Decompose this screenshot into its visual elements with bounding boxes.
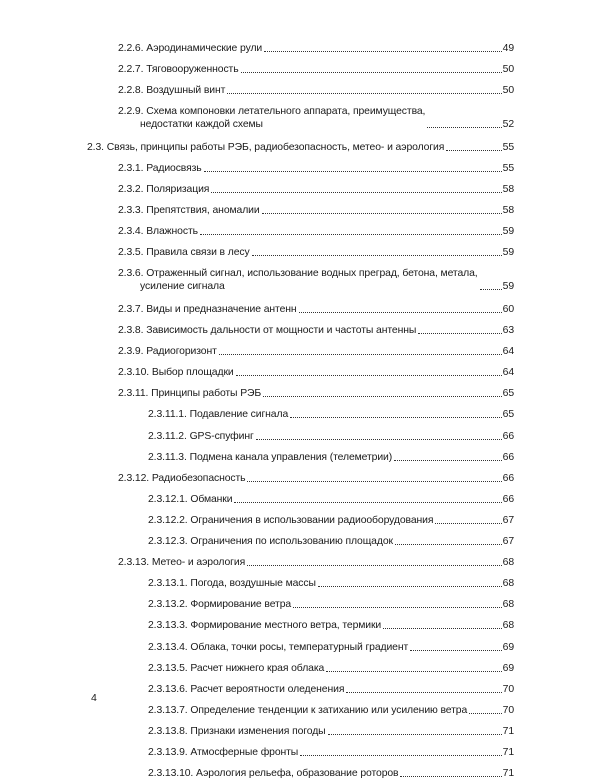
toc-entry-title-line: [118, 42, 262, 55]
toc-entry-title: [118, 303, 297, 316]
toc-entry-page: 50: [502, 85, 514, 97]
toc-entry-text: Расчет вероятности оледенения: [190, 683, 345, 695]
toc-entry-title-line: [148, 598, 291, 611]
toc-entry-number: 2.3.11.2.: [148, 430, 187, 442]
toc-entry-title-line: [118, 345, 217, 358]
toc-entry-text: Аэрология рельефа, образование роторов: [196, 768, 399, 780]
toc-entry-page: 67: [502, 536, 514, 547]
toc-entry-title-line: [148, 704, 467, 717]
toc-entry-title: [118, 556, 245, 569]
toc-entry-page: 59: [502, 281, 514, 293]
toc-entry-page: 59: [502, 226, 514, 238]
dot-leader: [263, 396, 502, 397]
dot-leader: [480, 289, 502, 290]
toc-entry-page: 71: [502, 725, 514, 737]
dot-leader: [435, 523, 501, 524]
toc-entry-number: 2.3.13.7.: [148, 704, 188, 716]
toc-entry-page: 50: [502, 64, 514, 76]
toc-entry-text: Поляризация: [146, 184, 210, 195]
toc-entry-title: [118, 246, 250, 259]
toc-entry-number: 2.3.8.: [118, 325, 144, 336]
toc-entry-text: Радиобезопасность: [151, 472, 246, 484]
toc-entry-title: [148, 767, 398, 780]
toc-entry[interactable]: [118, 84, 514, 97]
toc-entry-title: [148, 746, 298, 759]
toc-entry[interactable]: [148, 451, 514, 464]
toc-entry[interactable]: [148, 577, 514, 590]
toc-entry-title: [148, 683, 344, 696]
toc-entry-title: [148, 493, 232, 506]
toc-entry-text: Подмена канала управления (телеметрии): [189, 451, 393, 463]
toc-entry-page: 68: [502, 599, 514, 611]
toc-entry-number: 2.3.7.: [118, 303, 144, 315]
toc-entry-page: 68: [502, 557, 514, 569]
toc-entry-title: [148, 451, 392, 464]
toc-entry-number: 2.3.11.3.: [148, 451, 187, 463]
dot-leader: [318, 586, 502, 587]
toc-entry[interactable]: [118, 42, 514, 55]
toc-entry-number: 2.3.1.: [118, 162, 144, 174]
toc-entry-title-line: [148, 493, 232, 506]
toc-entry-text: Схема компоновки летательного аппарата, преимущества,: [146, 106, 426, 118]
toc-entry-text: Радиогоризонт: [146, 346, 217, 358]
toc-entry-title: [118, 105, 425, 131]
dot-leader: [262, 213, 502, 214]
dot-leader: [290, 417, 502, 418]
toc-entry[interactable]: [118, 472, 514, 485]
dot-leader: [300, 755, 501, 756]
dot-leader: [394, 460, 502, 461]
toc-entry-number: 2.3.4.: [118, 226, 144, 238]
toc-entry-text: Правила связи в лесу: [146, 247, 250, 259]
toc-entry-page: 71: [502, 747, 514, 758]
toc-entry-text: Ограничения по использованию площадок: [190, 536, 393, 547]
toc-entry-title-line: [148, 746, 298, 759]
toc-entry[interactable]: [148, 746, 514, 759]
toc-entry-text: Облака, точки росы, температурный градиент: [190, 641, 409, 653]
toc-entry-title-line: [118, 387, 261, 400]
toc-entry-text: Обманки: [190, 493, 233, 505]
toc-entry-title-line: [148, 451, 392, 464]
toc-entry-title: [148, 430, 254, 443]
toc-entry-page: 58: [502, 205, 514, 217]
dot-leader: [241, 72, 502, 73]
toc-entry-page: 49: [502, 43, 514, 54]
toc-entry-text: Формирование местного ветра, термики: [190, 620, 382, 632]
toc-entry-text: Зависимость дальности от мощности и частоты антенны: [146, 325, 417, 336]
toc-entry-title: [118, 267, 478, 293]
toc-entry[interactable]: [118, 63, 514, 76]
toc-entry-number: 2.3.13.1.: [148, 578, 188, 590]
toc-entry-page: 69: [502, 641, 514, 653]
toc-entry-page: 66: [502, 451, 514, 463]
toc-entry-text: Воздушный винт: [146, 85, 226, 97]
toc-entry-number: 2.3.: [87, 141, 104, 153]
toc-entry-number: 2.3.13.6.: [148, 683, 188, 695]
toc-entry[interactable]: [148, 598, 514, 611]
toc-entry-number: 2.3.5.: [118, 247, 144, 259]
toc-entry-text: Погода, воздушные массы: [190, 578, 316, 590]
dot-leader: [383, 628, 501, 629]
toc-entry-title: [118, 472, 245, 485]
toc-entry[interactable]: [148, 725, 514, 738]
toc-entry-number: 2.3.12.3.: [148, 536, 188, 547]
page-number: 4: [91, 692, 97, 704]
toc-entry-title: [118, 324, 416, 337]
toc-entry-title: [118, 42, 262, 55]
dot-leader: [400, 776, 501, 777]
toc-entry-title: [148, 535, 393, 548]
dot-leader: [234, 502, 501, 503]
toc-entry-text: Тяговооруженность: [146, 64, 239, 76]
toc-entry-title-line: [118, 225, 198, 238]
toc-entry-title-line: [118, 246, 250, 259]
toc-entry-page: 68: [502, 620, 514, 632]
toc-entry-number: 2.3.12.: [118, 472, 150, 484]
toc-entry-page: 66: [502, 472, 514, 484]
dot-leader: [227, 93, 501, 94]
toc-entry-page: 52: [502, 119, 514, 131]
toc-entry-number: 2.3.13.9.: [148, 747, 188, 758]
toc-entry-title: [118, 225, 198, 238]
toc-entry[interactable]: [148, 514, 514, 527]
toc-entry-number: 2.3.13.10.: [148, 768, 194, 780]
dot-leader: [204, 171, 502, 172]
toc-entry-number: 2.3.13.: [118, 557, 150, 569]
toc-entry-text: Аэродинамические рули: [146, 43, 263, 54]
toc-entry-number: 2.3.13.4.: [148, 641, 188, 653]
toc-entry-page: 68: [502, 578, 514, 590]
toc-entry-title-line: [148, 577, 316, 590]
toc-entry-title-line: [148, 662, 324, 675]
toc-entry-page: 63: [502, 325, 514, 336]
toc-entry-title: [148, 577, 316, 590]
toc-entry-title-line: [118, 204, 260, 217]
toc-entry-number: 2.3.3.: [118, 205, 144, 217]
toc-entry[interactable]: [148, 662, 514, 675]
toc-entry[interactable]: [148, 767, 514, 780]
toc-entry-number: 2.3.13.3.: [148, 620, 188, 632]
toc-entry-text: Виды и предназначение антенн: [146, 303, 297, 315]
toc-entry-title: [148, 704, 467, 717]
toc-entry-title-line: [118, 84, 225, 97]
dot-leader: [247, 481, 501, 482]
toc-entry-text: Формирование ветра: [190, 599, 292, 611]
toc-entry-title-line: [118, 303, 297, 316]
dot-leader: [326, 671, 501, 672]
toc-entry[interactable]: [118, 366, 514, 379]
toc-entry-title: [148, 598, 291, 611]
toc-entry-title-line: [118, 267, 478, 280]
toc-entry-text: Выбор площадки: [151, 367, 234, 379]
toc-entry-title-line: [118, 472, 245, 485]
toc-entry-title-line: [118, 183, 209, 196]
toc-entry-page: 65: [502, 409, 514, 421]
toc-entry-page: 67: [502, 514, 514, 526]
dot-leader: [211, 192, 501, 193]
toc-entry-title: [148, 725, 326, 738]
dot-leader: [346, 692, 501, 693]
toc-entry-page: 58: [502, 184, 514, 195]
toc-entry-title: [87, 141, 444, 154]
toc-entry[interactable]: [118, 204, 514, 217]
toc-entry[interactable]: [118, 556, 514, 569]
toc-entry-number: 2.3.13.2.: [148, 599, 188, 611]
toc-entry-title: [118, 162, 202, 175]
dot-leader: [256, 439, 502, 440]
toc-entry-title: [148, 408, 288, 421]
toc-entry-title-line: [118, 63, 239, 76]
toc-entry-title: [148, 619, 381, 632]
toc-entry-title-line: [148, 535, 393, 548]
toc-entry-number: 2.2.9.: [118, 106, 144, 118]
toc-entry-number: 2.3.12.2.: [148, 514, 188, 526]
toc-entry-title: [118, 204, 260, 217]
dot-leader: [395, 544, 502, 545]
toc-entry-page: 59: [502, 247, 514, 259]
dot-leader: [418, 333, 501, 334]
toc-entry-number: 2.3.13.5.: [148, 662, 188, 674]
toc-entry[interactable]: [118, 225, 514, 238]
toc-entry-number: 2.3.13.8.: [148, 725, 188, 737]
toc-entry[interactable]: [118, 246, 514, 259]
toc-entry-title-line: [148, 683, 344, 696]
dot-leader: [293, 607, 502, 608]
toc-entry-title: [118, 366, 234, 379]
toc-entry-title-line: [148, 408, 288, 421]
dot-leader: [299, 312, 502, 313]
toc-entry-continuation: усиление сигнала: [140, 281, 225, 293]
toc-entry-title-line: [118, 162, 202, 175]
toc-entry-page: 66: [502, 430, 514, 442]
toc-entry-page: 55: [502, 141, 514, 153]
toc-entry-title: [118, 63, 239, 76]
toc-entry-number: 2.3.11.1.: [148, 409, 187, 421]
toc-entry-page: 55: [502, 162, 514, 174]
toc-entry-page: 69: [502, 662, 514, 674]
toc-entry[interactable]: [118, 162, 514, 175]
toc-entry-number: 2.3.10.: [118, 367, 150, 379]
toc-entry-title-line: [118, 324, 416, 337]
toc-entry-text: Признаки изменения погоды: [190, 725, 326, 737]
toc-entry[interactable]: [148, 493, 514, 506]
dot-leader: [427, 127, 501, 128]
toc-entry-page: 71: [502, 768, 514, 780]
toc-entry-title-line: [148, 641, 408, 654]
toc-entry-number: 2.3.11.: [118, 388, 149, 400]
toc-entry-text: Принципы работы РЭБ: [151, 388, 262, 400]
dot-leader: [219, 354, 502, 355]
toc-entry-text: Определение тенденции к затиханию или усилению ветра: [190, 704, 468, 716]
toc-entry-title: [118, 183, 209, 196]
toc-entry[interactable]: [148, 535, 514, 548]
toc-entry-text: Связь, принципы работы РЭБ, радиобезопасность, метео- и аэрология: [106, 141, 445, 153]
toc-entry[interactable]: [148, 619, 514, 632]
toc-entry[interactable]: [87, 141, 514, 154]
toc-entry-title-line: [118, 366, 234, 379]
toc-entry-text: Отраженный сигнал, использование водных преград, бетона, метала,: [146, 268, 478, 280]
dot-leader: [264, 51, 502, 52]
toc-entry-title: [148, 514, 433, 527]
toc-entry-number: 2.2.6.: [118, 43, 144, 54]
toc-entry-title-line: [118, 105, 425, 118]
toc-entry-title: [118, 345, 217, 358]
toc-entry-page: 60: [502, 303, 514, 315]
toc-entry-page: 70: [502, 704, 514, 716]
toc-entry-text: Влажность: [146, 226, 198, 238]
toc-entry-number: 2.2.7.: [118, 64, 144, 76]
toc-entry[interactable]: [118, 387, 514, 400]
toc-entry-page: 64: [502, 346, 514, 358]
toc-entry-number: 2.3.2.: [118, 184, 144, 195]
toc-entry-title: [148, 641, 408, 654]
toc-entry-text: Метео- и аэрология: [151, 557, 246, 569]
toc-entry[interactable]: [148, 683, 514, 696]
toc-entry-title: [118, 387, 261, 400]
toc-entry-text: Подавление сигнала: [189, 409, 289, 421]
toc-entry-title-line: [148, 619, 381, 632]
dot-leader: [236, 375, 502, 376]
toc-entry-title-line: [87, 141, 444, 154]
toc-entry-number: 2.3.12.1.: [148, 493, 188, 505]
toc-entry-text: Атмосферные фронты: [190, 747, 299, 758]
toc-entry[interactable]: [118, 324, 514, 337]
toc-entry-page: 65: [502, 388, 514, 400]
toc-entry-page: 66: [502, 493, 514, 505]
toc-entry-title-line: [148, 725, 326, 738]
toc-entry-number: 2.3.9.: [118, 346, 144, 358]
toc-entry-text: Расчет нижнего края облака: [190, 662, 325, 674]
toc-entry-text: Ограничения в использовании радиооборудования: [190, 514, 434, 526]
toc-entry-title: [118, 84, 225, 97]
toc-entry[interactable]: [118, 267, 514, 293]
toc-entry-title-line: [148, 430, 254, 443]
dot-leader: [252, 255, 502, 256]
toc-entry-continuation: недостатки каждой схемы: [140, 119, 263, 131]
dot-leader: [200, 234, 502, 235]
toc-entry-text: Препятствия, аномалии: [146, 205, 260, 217]
dot-leader: [410, 650, 502, 651]
dot-leader: [328, 734, 502, 735]
toc-entry-title-line: [118, 556, 245, 569]
toc-entry-page: 70: [502, 683, 514, 695]
toc-entry[interactable]: [118, 345, 514, 358]
toc-entry[interactable]: [148, 430, 514, 443]
toc-entry[interactable]: [148, 641, 514, 654]
toc-entry-number: 2.2.8.: [118, 85, 144, 97]
toc-entry-title-line: [148, 767, 398, 780]
dot-leader: [446, 150, 501, 151]
toc-entry-number: 2.3.6.: [118, 268, 144, 280]
toc-entry[interactable]: [148, 408, 514, 421]
toc-entry-page: 64: [502, 367, 514, 379]
toc-entry-text: Радиосвязь: [146, 162, 202, 174]
dot-leader: [469, 713, 501, 714]
toc-entry[interactable]: [148, 704, 514, 717]
dot-leader: [247, 565, 502, 566]
toc-entry-title: [148, 662, 324, 675]
toc-entry-text: GPS-спуфинг: [189, 430, 254, 442]
toc-entry[interactable]: [118, 105, 514, 131]
toc-entry-title-line: [148, 514, 433, 527]
toc-entry[interactable]: [118, 303, 514, 316]
toc-entry[interactable]: [118, 183, 514, 196]
